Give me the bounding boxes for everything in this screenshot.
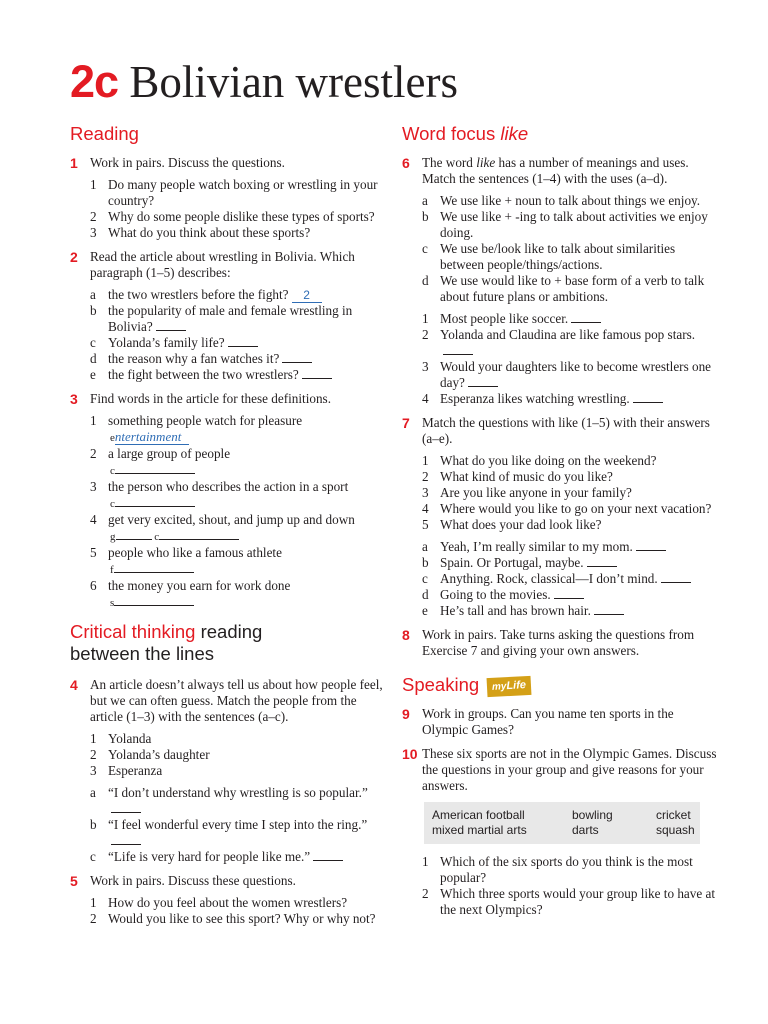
lesson-title: Bolivian wrestlers [129, 57, 459, 107]
answer-blank[interactable] [114, 561, 194, 573]
list-item: c “Life is very hard for people like me.” [90, 849, 392, 865]
page-title [70, 56, 458, 108]
exercise-10 [402, 746, 718, 794]
speaking-heading: Speaking myLife [402, 673, 718, 696]
list-item: 4 get very excited, shout, and jump up and down g c [90, 512, 355, 543]
list-item: 1 Most people like soccer. [422, 311, 718, 327]
exercise-instruction: Work in groups. Can you name ten sports in the Olympic Games? [422, 706, 674, 737]
answer-blank[interactable] [661, 572, 691, 583]
exercise-1 [70, 155, 392, 241]
list-item: e He’s tall and has brown hair. [422, 603, 718, 619]
list-item: 1 What do you like doing on the weekend? [422, 453, 657, 468]
word-focus-heading: Word focus like [402, 123, 529, 144]
list-item: a the two wrestlers before the fight? 2 [90, 287, 392, 303]
list-item: d Going to the movies. [422, 587, 718, 603]
answer-blank[interactable] [115, 462, 195, 474]
exercise-instruction: An article doesn’t always tell us about how people feel, but we can often guess. Match the people from the article (1–3) with the sentences (a–c). [90, 677, 383, 724]
list-item: c Anything. Rock, classical—I don’t mind. [422, 571, 718, 587]
exercise-2 [70, 249, 392, 383]
answer-blank[interactable] [571, 312, 601, 323]
list-item: 4 Esperanza likes watching wrestling. [422, 391, 718, 407]
answer-blank[interactable] [313, 850, 343, 861]
exercise-5 [70, 873, 392, 927]
exercise-instruction: Find words in the article for these definitions. [90, 391, 331, 406]
list-item: 4 Where would you like to go on your next vacation? [422, 501, 712, 516]
answer-blank[interactable] [554, 588, 584, 599]
exercise-number: 10 [402, 746, 418, 762]
exercise-number: 2 [70, 249, 78, 265]
list-item: 1 Do many people watch boxing or wrestling in your country? [90, 177, 378, 208]
exercise-instruction: Work in pairs. Take turns asking the questions from Exercise 7 and giving your own answers. [422, 627, 695, 658]
answer-blank[interactable] [443, 344, 473, 355]
list-item: 2 a large group of people c [90, 446, 231, 477]
handwritten-answer[interactable]: ntertainment [115, 429, 189, 445]
list-item: d We use would like to + base form of a verb to talk about future plans or ambitions. [422, 273, 705, 304]
exercise-instruction: Read the article about wrestling in Bolivia. Which paragraph (1–5) describes: [90, 249, 355, 280]
exercise-number: 6 [402, 155, 410, 171]
list-item: 5 What does your dad look like? [422, 517, 602, 532]
list-item: 2 Yolanda and Claudina are like famous pop stars. [422, 327, 718, 359]
sport-name: mixed martial arts [432, 823, 527, 837]
list-item: 1 Yolanda [90, 731, 152, 746]
exercise-instruction: Match the questions with like (1–5) with their answers (a–e). [422, 415, 710, 446]
exercise-number: 7 [402, 415, 410, 431]
list-item: a We use like + noun to talk about things we enjoy. [422, 193, 701, 208]
list-item: 2 Which three sports would your group like to have at the next Olympics? [422, 886, 716, 917]
list-item: 2 What kind of music do you like? [422, 469, 613, 484]
exercise-number: 3 [70, 391, 78, 407]
sport-name: squash [656, 823, 695, 837]
list-item: b Spain. Or Portugal, maybe. [422, 555, 718, 571]
list-item: 5 people who like a famous athlete f [90, 545, 282, 576]
answer-blank[interactable] [302, 368, 332, 379]
list-item: b the popularity of male and female wrestling in Bolivia? [90, 303, 353, 334]
answer-blank[interactable] [594, 604, 624, 615]
answer-blank[interactable] [111, 802, 141, 813]
exercise-8 [402, 627, 718, 659]
sport-name: American football [432, 808, 525, 822]
right-column [402, 120, 718, 918]
exercise-instruction: The word like has a number of meanings and uses. Match the sentences (1–4) with the uses (a–d). [422, 155, 689, 186]
answer-blank[interactable] [159, 528, 239, 540]
answer-blank[interactable] [587, 556, 617, 567]
list-item: a “I don’t understand why wrestling is so popular.” [90, 785, 392, 817]
answer-blank[interactable] [228, 336, 258, 347]
answer-blank[interactable] [633, 392, 663, 403]
list-item: b “I feel wonderful every time I step into the ring.” [90, 817, 392, 849]
sports-box [424, 802, 700, 844]
list-item: 2 Yolanda’s daughter [90, 747, 210, 762]
exercise-3 [70, 391, 392, 611]
list-item: 6 the money you earn for work done s [90, 578, 291, 609]
list-item: 3 What do you think about these sports? [90, 225, 311, 240]
exercise-6 [402, 155, 718, 407]
exercise-number: 9 [402, 706, 410, 722]
exercise-7 [402, 415, 718, 619]
answer-blank[interactable] [156, 320, 186, 331]
left-column [70, 120, 392, 927]
exercise-number: 5 [70, 873, 78, 889]
answer-blank[interactable] [468, 376, 498, 387]
sport-name: cricket [656, 808, 691, 822]
mylife-badge: myLife [487, 675, 532, 696]
exercise-instruction: Work in pairs. Discuss these questions. [90, 873, 296, 888]
answer-blank[interactable]: 2 [292, 288, 322, 303]
lesson-number: 2c [70, 56, 119, 107]
sport-name: darts [572, 823, 599, 837]
answer-blank[interactable] [111, 834, 141, 845]
exercise-number: 4 [70, 677, 78, 693]
list-item: c We use be/look like to talk about similarities between people/things/actions. [422, 241, 676, 272]
answer-blank[interactable] [115, 495, 195, 507]
list-item: 1 Which of the six sports do you think is the most popular? [422, 854, 693, 885]
list-item: 1 How do you feel about the women wrestlers? [90, 895, 348, 910]
list-item: d the reason why a fan watches it? [90, 351, 392, 367]
list-item: a Yeah, I’m really similar to my mom. [422, 539, 718, 555]
critical-thinking-heading: Critical thinking reading between the lines [70, 621, 263, 664]
list-item: 3 Are you like anyone in your family? [422, 485, 632, 500]
exercise-number: 1 [70, 155, 78, 171]
list-item: e the fight between the two wrestlers? [90, 367, 392, 383]
exercise-number: 8 [402, 627, 410, 643]
list-item: 3 Would your daughters like to become wrestlers one day? [422, 359, 712, 390]
answer-blank[interactable] [282, 352, 312, 363]
list-item: b We use like + -ing to talk about activities we enjoy doing. [422, 209, 708, 240]
answer-blank[interactable] [114, 594, 194, 606]
answer-blank[interactable] [116, 528, 152, 540]
list-item: 2 Would you like to see this sport? Why or why not? [90, 911, 376, 926]
answer-blank[interactable] [636, 540, 666, 551]
list-item: 3 Esperanza [90, 763, 163, 778]
exercise-4 [70, 677, 392, 865]
list-item: 3 the person who describes the action in a sport c [90, 479, 349, 510]
list-item: c Yolanda’s family life? [90, 335, 392, 351]
exercise-9 [402, 706, 718, 738]
list-item: 1 something people watch for pleasure entertainment [90, 413, 303, 444]
exercise-instruction: Work in pairs. Discuss the questions. [90, 155, 285, 170]
exercise-instruction: These six sports are not in the Olympic Games. Discuss the questions in your group and give reasons for your answers. [422, 746, 717, 793]
list-item: 2 Why do some people dislike these types of sports? [90, 209, 375, 224]
reading-heading: Reading [70, 123, 139, 144]
sport-name: bowling [572, 808, 613, 822]
